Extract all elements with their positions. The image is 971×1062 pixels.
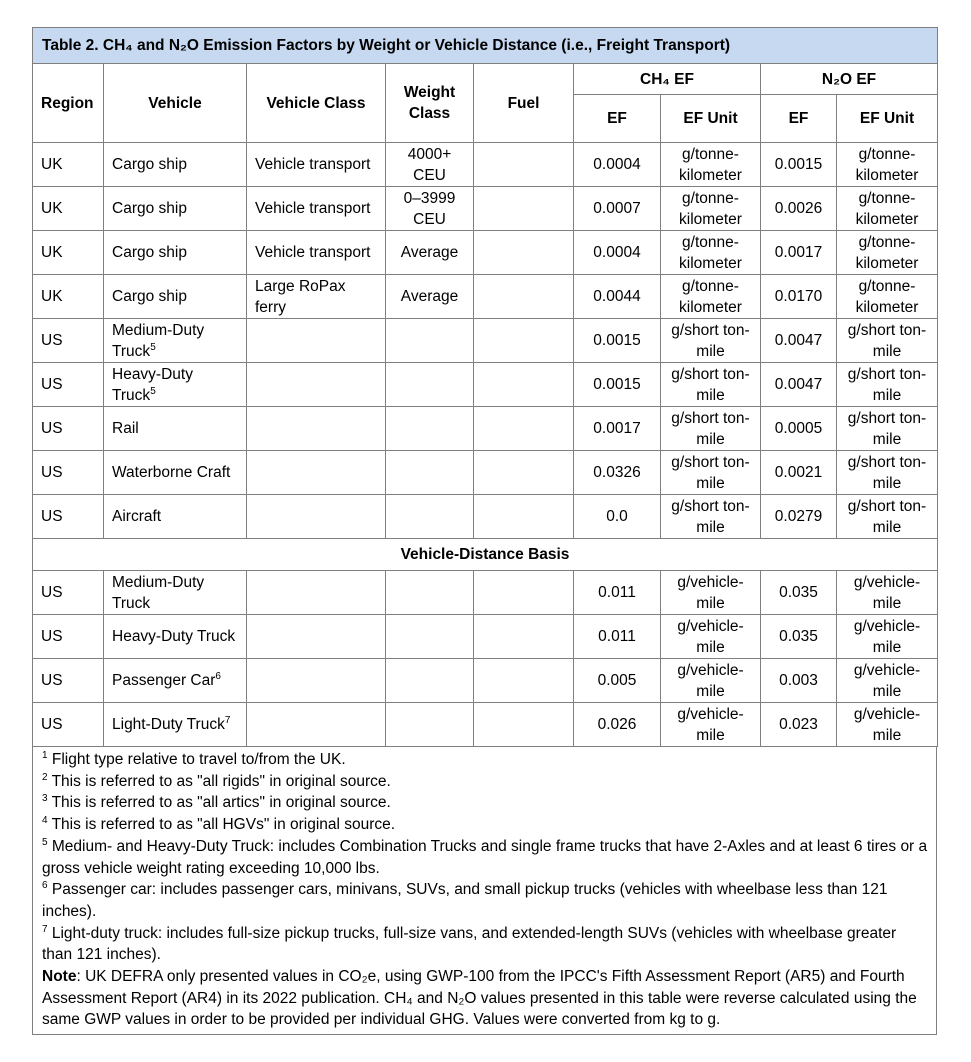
cell-fuel <box>474 495 574 539</box>
cell-weight-class <box>386 319 474 363</box>
footnote-ref: 7 <box>224 714 231 726</box>
cell-vehicle-class <box>247 451 386 495</box>
cell-vehicle <box>104 363 247 407</box>
cell-n2o-ef-unit: g/short ton-mile <box>837 451 938 495</box>
footnote-number: 6 <box>42 880 48 892</box>
footnote <box>42 814 928 836</box>
footnote <box>42 879 928 922</box>
cell-ch4-ef: 0.005 <box>574 659 661 703</box>
cell-vehicle-class <box>247 407 386 451</box>
header-region: Region <box>33 64 104 143</box>
cell-fuel <box>474 363 574 407</box>
cell-n2o-ef: 0.023 <box>761 703 837 747</box>
table-row <box>33 319 938 363</box>
cell-fuel <box>474 451 574 495</box>
cell-n2o-ef-unit: g/vehicle-mile <box>837 571 938 615</box>
header-ch4-ef-group: CH₄ EF <box>574 64 761 95</box>
cell-ch4-ef: 0.0 <box>574 495 661 539</box>
cell-ch4-ef-unit: g/vehicle-mile <box>661 659 761 703</box>
header-n2o-ef: EF <box>761 95 837 143</box>
cell-region: US <box>33 407 104 451</box>
cell-fuel <box>474 187 574 231</box>
cell-ch4-ef: 0.011 <box>574 615 661 659</box>
cell-region: US <box>33 319 104 363</box>
cell-vehicle-class: Vehicle transport <box>247 187 386 231</box>
footnote-number: 5 <box>42 836 48 848</box>
footnote-text: Passenger car: includes passenger cars, minivans, SUVs, and small pickup trucks (vehicles with wheelbase less than 121 inches). <box>42 881 888 920</box>
distance-basis-rows <box>33 571 938 747</box>
cell-region: UK <box>33 275 104 319</box>
cell-n2o-ef: 0.035 <box>761 571 837 615</box>
cell-n2o-ef: 0.0021 <box>761 451 837 495</box>
cell-ch4-ef: 0.0004 <box>574 231 661 275</box>
cell-vehicle: Waterborne Craft <box>104 451 247 495</box>
cell-n2o-ef: 0.0026 <box>761 187 837 231</box>
cell-ch4-ef-unit: g/tonne-kilometer <box>661 231 761 275</box>
table-row <box>33 363 938 407</box>
cell-vehicle <box>104 319 247 363</box>
footnote <box>42 749 928 771</box>
cell-vehicle <box>104 659 247 703</box>
cell-weight-class: Average <box>386 231 474 275</box>
cell-ch4-ef-unit: g/tonne-kilometer <box>661 275 761 319</box>
cell-ch4-ef: 0.026 <box>574 703 661 747</box>
cell-ch4-ef-unit: g/short ton-mile <box>661 451 761 495</box>
cell-fuel <box>474 143 574 187</box>
cell-ch4-ef: 0.0007 <box>574 187 661 231</box>
cell-n2o-ef: 0.0047 <box>761 319 837 363</box>
cell-n2o-ef: 0.003 <box>761 659 837 703</box>
cell-weight-class <box>386 571 474 615</box>
cell-vehicle-class <box>247 659 386 703</box>
table-row <box>33 275 938 319</box>
cell-weight-class <box>386 363 474 407</box>
cell-fuel <box>474 407 574 451</box>
cell-vehicle-text: Medium-Duty Truck <box>112 321 205 360</box>
footnote <box>42 792 928 814</box>
cell-fuel <box>474 659 574 703</box>
cell-vehicle-text: Passenger Car <box>112 672 216 689</box>
header-ch4-ef-unit: EF Unit <box>661 95 761 143</box>
cell-weight-class: Average <box>386 275 474 319</box>
cell-region: US <box>33 703 104 747</box>
emission-factors-table <box>32 27 938 747</box>
footnote-number: 2 <box>42 771 48 783</box>
footnote-text: This is referred to as "all HGVs" in original source. <box>47 816 396 834</box>
table-row <box>33 615 938 659</box>
cell-ch4-ef-unit: g/short ton-mile <box>661 319 761 363</box>
cell-ch4-ef-unit: g/vehicle-mile <box>661 615 761 659</box>
table-row <box>33 703 938 747</box>
cell-n2o-ef-unit: g/short ton-mile <box>837 407 938 451</box>
note-text: : UK DEFRA only presented values in CO₂e, using GWP-100 from the IPCC's Fifth Assessment Report (AR5) and Fourth Assessment Report (AR4) in its 2022 publication. CH₄ and N₂O values presented in this table were reverse calculated using the same GWP values in order to be provided per individual GHG. Values were converted from kg to g. <box>42 968 917 1029</box>
cell-region: US <box>33 615 104 659</box>
cell-ch4-ef-unit: g/short ton-mile <box>661 363 761 407</box>
header-ch4-ef: EF <box>574 95 661 143</box>
cell-vehicle-text: Light-Duty Truck <box>112 716 225 733</box>
cell-region: US <box>33 451 104 495</box>
footnote-text: Light-duty truck: includes full-size pickup trucks, full-size vans, and extended-length SUVs (vehicles with wheelbase greater than 121 inches). <box>42 924 897 964</box>
cell-fuel <box>474 615 574 659</box>
cell-weight-class <box>386 451 474 495</box>
cell-vehicle-class <box>247 615 386 659</box>
header-vehicle-class: Vehicle Class <box>247 64 386 143</box>
cell-n2o-ef-unit: g/tonne-kilometer <box>837 231 938 275</box>
table-row <box>33 495 938 539</box>
cell-vehicle: Cargo ship <box>104 143 247 187</box>
table-row <box>33 231 938 275</box>
cell-ch4-ef-unit: g/vehicle-mile <box>661 703 761 747</box>
note-label: Note <box>42 968 77 986</box>
cell-vehicle-class: Large RoPax ferry <box>247 275 386 319</box>
cell-region: UK <box>33 143 104 187</box>
cell-n2o-ef-unit: g/tonne-kilometer <box>837 187 938 231</box>
cell-ch4-ef-unit: g/short ton-mile <box>661 407 761 451</box>
cell-vehicle-class: Vehicle transport <box>247 231 386 275</box>
cell-ch4-ef: 0.0017 <box>574 407 661 451</box>
weight-basis-rows <box>33 143 938 539</box>
cell-n2o-ef: 0.0015 <box>761 143 837 187</box>
footnote-text: Medium- and Heavy-Duty Truck: includes Combination Trucks and single frame trucks that have 2-Axles and at least 6 tires or a gross vehicle weight rating exceeding 10,000 lbs. <box>42 837 928 877</box>
cell-n2o-ef: 0.035 <box>761 615 837 659</box>
cell-vehicle-class <box>247 571 386 615</box>
footnote-number: 3 <box>42 793 48 805</box>
cell-n2o-ef-unit: g/vehicle-mile <box>837 703 938 747</box>
cell-n2o-ef-unit: g/tonne-kilometer <box>837 275 938 319</box>
footnote-number: 1 <box>42 749 48 761</box>
footnote-text: This is referred to as "all artics" in original source. <box>47 794 391 812</box>
cell-ch4-ef: 0.0015 <box>574 363 661 407</box>
cell-fuel <box>474 231 574 275</box>
cell-vehicle: Medium-Duty Truck <box>104 571 247 615</box>
cell-region: US <box>33 659 104 703</box>
footnote-list <box>42 749 928 966</box>
footnote-text: Flight type relative to travel to/from the UK. <box>47 751 346 768</box>
cell-vehicle <box>104 703 247 747</box>
cell-region: UK <box>33 187 104 231</box>
cell-vehicle: Cargo ship <box>104 187 247 231</box>
cell-weight-class <box>386 659 474 703</box>
header-n2o-ef-group: N₂O EF <box>761 64 938 95</box>
cell-ch4-ef: 0.0004 <box>574 143 661 187</box>
cell-ch4-ef-unit: g/vehicle-mile <box>661 571 761 615</box>
footnote-ref: 5 <box>150 385 156 397</box>
footnote <box>42 923 928 966</box>
header-weight-class: Weight Class <box>386 64 474 143</box>
cell-n2o-ef-unit: g/short ton-mile <box>837 363 938 407</box>
cell-weight-class: 0–3999 CEU <box>386 187 474 231</box>
table-row <box>33 407 938 451</box>
cell-n2o-ef-unit: g/short ton-mile <box>837 319 938 363</box>
table-row <box>33 571 938 615</box>
cell-weight-class: 4000+ CEU <box>386 143 474 187</box>
cell-region: UK <box>33 231 104 275</box>
cell-vehicle-text: Heavy-Duty Truck <box>112 365 193 404</box>
footnote-text: This is referred to as "all rigids" in original source. <box>47 772 391 790</box>
cell-vehicle-class <box>247 495 386 539</box>
cell-vehicle: Rail <box>104 407 247 451</box>
cell-vehicle: Cargo ship <box>104 231 247 275</box>
footnote-ref: 5 <box>150 341 156 353</box>
cell-ch4-ef-unit: g/tonne-kilometer <box>661 143 761 187</box>
cell-weight-class <box>386 703 474 747</box>
table-row <box>33 143 938 187</box>
cell-weight-class <box>386 615 474 659</box>
cell-fuel <box>474 703 574 747</box>
cell-ch4-ef: 0.0015 <box>574 319 661 363</box>
footnote-ref: 6 <box>215 670 221 682</box>
cell-ch4-ef: 0.011 <box>574 571 661 615</box>
header-fuel: Fuel <box>474 64 574 143</box>
table-row <box>33 187 938 231</box>
table-row <box>33 659 938 703</box>
cell-weight-class <box>386 407 474 451</box>
cell-region: US <box>33 363 104 407</box>
cell-n2o-ef-unit: g/vehicle-mile <box>837 615 938 659</box>
cell-ch4-ef: 0.0044 <box>574 275 661 319</box>
cell-vehicle-class <box>247 319 386 363</box>
cell-fuel <box>474 571 574 615</box>
cell-region: US <box>33 495 104 539</box>
cell-n2o-ef: 0.0170 <box>761 275 837 319</box>
footnote <box>42 771 928 793</box>
emission-factors-table-container <box>32 27 937 1035</box>
cell-fuel <box>474 319 574 363</box>
cell-n2o-ef: 0.0017 <box>761 231 837 275</box>
cell-n2o-ef: 0.0047 <box>761 363 837 407</box>
table-row <box>33 451 938 495</box>
cell-n2o-ef-unit: g/tonne-kilometer <box>837 143 938 187</box>
cell-ch4-ef-unit: g/short ton-mile <box>661 495 761 539</box>
cell-n2o-ef: 0.0005 <box>761 407 837 451</box>
footnote <box>42 836 928 879</box>
footnotes <box>32 747 937 1035</box>
table-caption: Table 2. CH₄ and N₂O Emission Factors by Weight or Vehicle Distance (i.e., Freight Transport) <box>33 28 938 64</box>
cell-vehicle: Heavy-Duty Truck <box>104 615 247 659</box>
cell-n2o-ef-unit: g/short ton-mile <box>837 495 938 539</box>
table-note <box>42 966 928 1031</box>
cell-weight-class <box>386 495 474 539</box>
cell-vehicle-class <box>247 363 386 407</box>
cell-vehicle: Cargo ship <box>104 275 247 319</box>
header-vehicle: Vehicle <box>104 64 247 143</box>
cell-ch4-ef: 0.0326 <box>574 451 661 495</box>
cell-n2o-ef: 0.0279 <box>761 495 837 539</box>
cell-fuel <box>474 275 574 319</box>
header-n2o-ef-unit: EF Unit <box>837 95 938 143</box>
cell-vehicle: Aircraft <box>104 495 247 539</box>
footnote-number: 4 <box>42 814 48 826</box>
footnote-number: 7 <box>42 923 48 935</box>
section-label: Vehicle-Distance Basis <box>33 539 938 571</box>
cell-vehicle-class: Vehicle transport <box>247 143 386 187</box>
cell-n2o-ef-unit: g/vehicle-mile <box>837 659 938 703</box>
cell-vehicle-class <box>247 703 386 747</box>
cell-region: US <box>33 571 104 615</box>
cell-ch4-ef-unit: g/tonne-kilometer <box>661 187 761 231</box>
